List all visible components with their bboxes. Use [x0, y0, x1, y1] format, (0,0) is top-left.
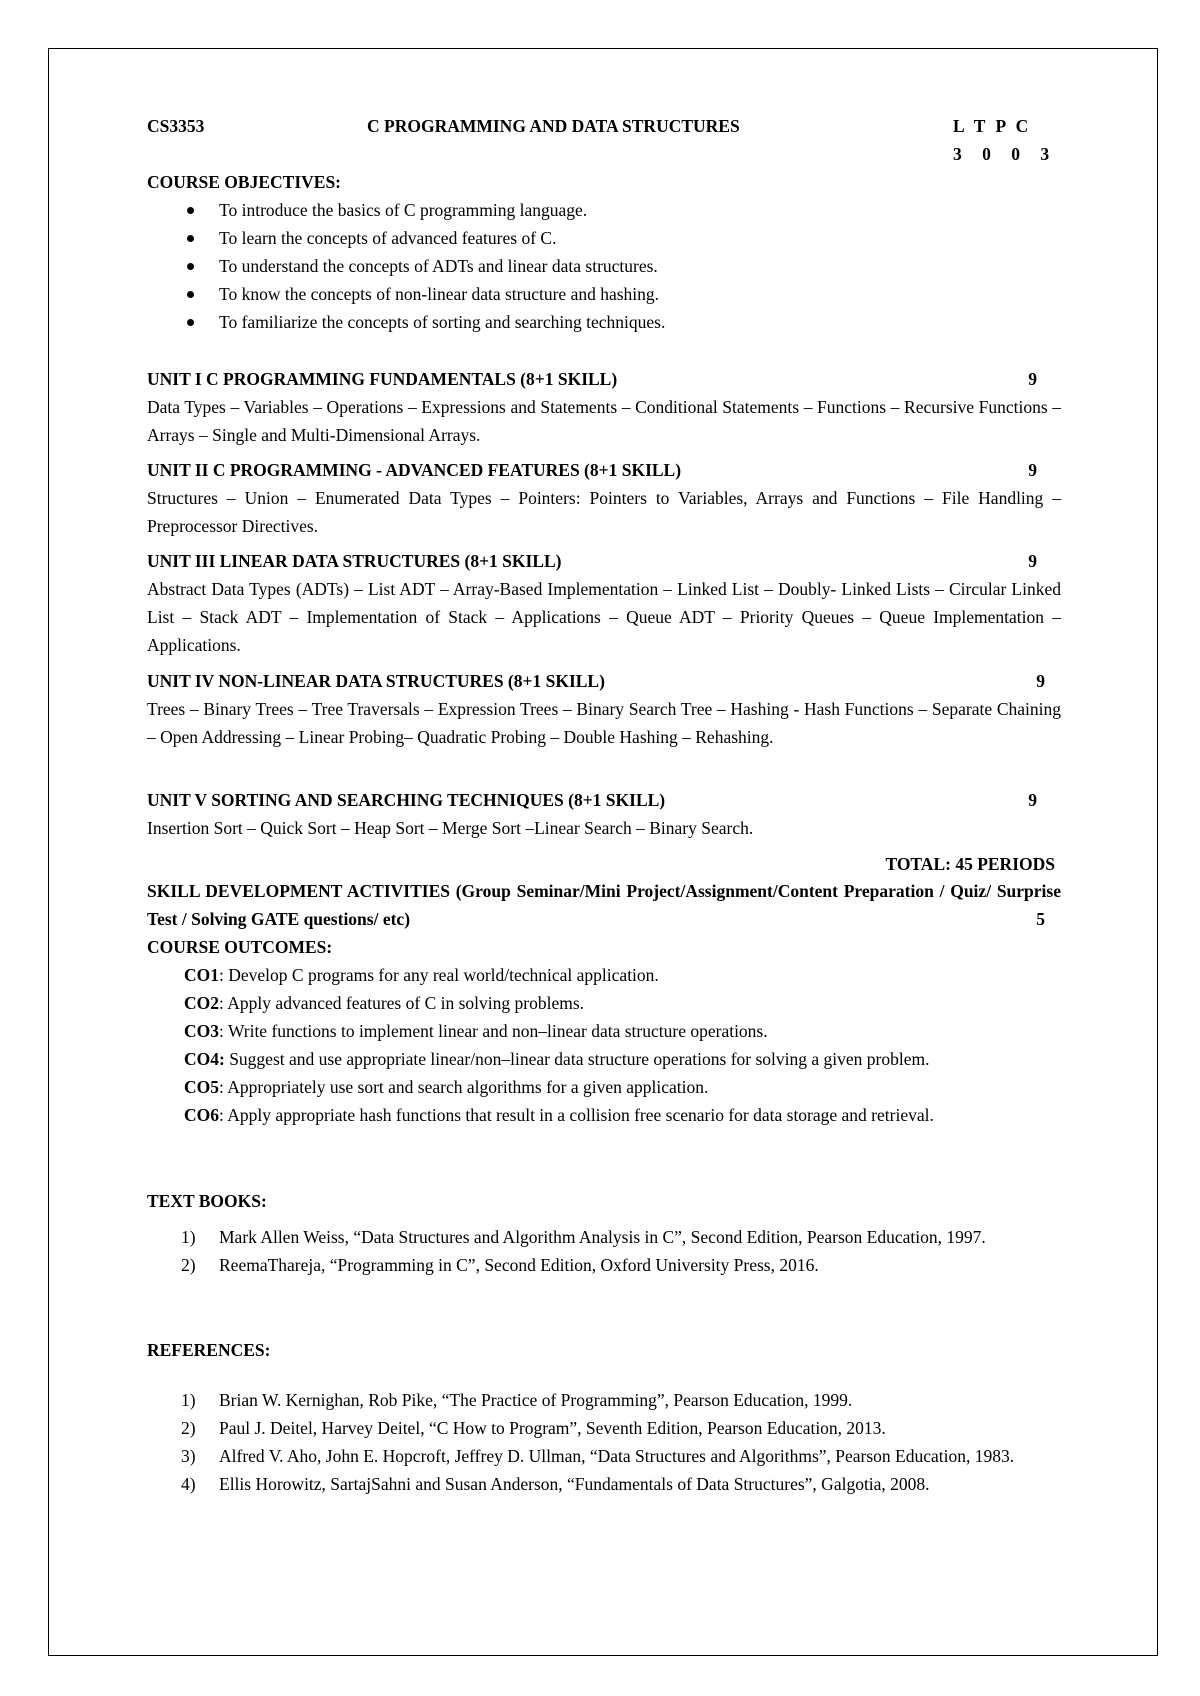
- outcome-text: Develop C programs for any real world/technical application.: [228, 965, 659, 985]
- outcome-label: CO6: [184, 1105, 219, 1125]
- unit-title: UNIT III LINEAR DATA STRUCTURES (8+1 SKILL): [147, 551, 562, 571]
- outcome-item: [147, 1101, 1051, 1129]
- list-item: [147, 1251, 1061, 1279]
- reference-text: Brian W. Kernighan, Rob Pike, “The Practice of Programming”, Pearson Education, 1999.: [219, 1390, 853, 1410]
- objective-text: To know the concepts of non-linear data structure and hashing.: [219, 284, 660, 304]
- ltpc-label: L T P C: [953, 116, 1032, 136]
- objective-text: To understand the concepts of ADTs and linear data structures.: [219, 256, 658, 276]
- objectives-list: [147, 196, 1061, 336]
- objective-text: To introduce the basics of C programming language.: [219, 200, 588, 220]
- textbooks-heading: TEXT BOOKS:: [147, 1191, 267, 1211]
- list-item: [147, 308, 1061, 336]
- outcome-text: Appropriately use sort and search algorithms for a given application.: [227, 1077, 709, 1097]
- objective-text: To familiarize the concepts of sorting and searching techniques.: [219, 312, 666, 332]
- outcomes-list: [147, 961, 1061, 1129]
- unit-description: Abstract Data Types (ADTs) – List ADT – Array-Based Implementation – Linked List – Doubly- Linked Lists – Circular Linked List – Stack ADT – Implementation of Stack – Applications – Queue ADT – Priority Queues – Queue Implementation – Applications.: [147, 579, 1061, 655]
- list-item: [147, 1386, 1061, 1414]
- list-item: [147, 1414, 1061, 1442]
- list-number: 1): [181, 1227, 196, 1247]
- ltpc-values: 3 0 0 3: [953, 144, 1058, 164]
- unit-heading: [147, 786, 1061, 814]
- skill-text-wrap: [147, 877, 1061, 933]
- list-number: 2): [181, 1418, 196, 1438]
- outcome-separator: :: [219, 965, 224, 985]
- list-number: 4): [181, 1474, 196, 1494]
- outcome-item: [147, 1017, 1051, 1045]
- list-number: 2): [181, 1255, 196, 1275]
- outcome-separator: :: [219, 993, 224, 1013]
- skill-hours: 5: [1036, 909, 1045, 929]
- textbooks-list: [147, 1223, 1061, 1279]
- outcome-label: CO3: [184, 1021, 219, 1041]
- unit-hours: 9: [1028, 460, 1037, 480]
- unit-description: Trees – Binary Trees – Tree Traversals – Expression Trees – Binary Search Tree – Hashing - Hash Functions – Separate Chaining – Open Addressing – Linear Probing– Quadratic Probing – Double Hashing – Rehashing.: [147, 699, 1061, 747]
- references: [147, 1336, 1061, 1498]
- bullet-icon: [187, 319, 194, 326]
- objectives-heading: COURSE OBJECTIVES:: [147, 172, 342, 192]
- unit-hours: 9: [1036, 671, 1045, 691]
- list-item: [147, 1442, 1061, 1470]
- unit-heading: [147, 456, 1061, 484]
- book-text: ReemaThareja, “Programming in C”, Second Edition, Oxford University Press, 2016.: [219, 1255, 819, 1275]
- unit-description: Data Types – Variables – Operations – Expressions and Statements – Conditional Statements – Functions – Recursive Functions – Arrays – Single and Multi-Dimensional Arrays.: [147, 397, 1061, 445]
- outcome-label: CO5: [184, 1077, 219, 1097]
- outcome-label: CO2: [184, 993, 219, 1013]
- reference-text: Paul J. Deitel, Harvey Deitel, “C How to Program”, Seventh Edition, Pearson Education, 2013.: [219, 1418, 886, 1438]
- course-code: CS3353: [147, 116, 205, 136]
- list-item: [147, 1223, 1061, 1251]
- outcome-text: Apply appropriate hash functions that result in a collision free scenario for data storage and retrieval.: [227, 1105, 934, 1125]
- outcome-separator: :: [219, 1021, 224, 1041]
- unit-description: Insertion Sort – Quick Sort – Heap Sort – Merge Sort –Linear Search – Binary Search.: [147, 818, 754, 838]
- outcome-label: CO4:: [184, 1049, 225, 1069]
- course-outcomes: [147, 933, 1061, 1129]
- unit-hours: 9: [1028, 369, 1037, 389]
- bullet-icon: [187, 207, 194, 214]
- book-text: Mark Allen Weiss, “Data Structures and Algorithm Analysis in C”, Second Edition, Pearson Education, 1997.: [219, 1227, 986, 1247]
- outcome-label: CO1: [184, 965, 219, 985]
- outcome-separator: :: [219, 1077, 224, 1097]
- list-item: [147, 196, 1061, 224]
- outcome-item: [147, 1045, 1051, 1073]
- unit-1: [147, 365, 1061, 449]
- unit-heading: [147, 365, 1061, 393]
- unit-title: UNIT I C PROGRAMMING FUNDAMENTALS (8+1 SKILL): [147, 369, 618, 389]
- course-header: [147, 112, 1061, 168]
- unit-title: UNIT V SORTING AND SEARCHING TECHNIQUES (8+1 SKILL): [147, 790, 666, 810]
- outcome-separator: :: [219, 1105, 224, 1125]
- course-title: C PROGRAMMING AND DATA STRUCTURES: [367, 116, 740, 136]
- outcome-text: Suggest and use appropriate linear/non–linear data structure operations for solving a given problem.: [229, 1049, 930, 1069]
- outcomes-heading: COURSE OUTCOMES:: [147, 937, 333, 957]
- list-item: [147, 1470, 1061, 1498]
- unit-4: [147, 667, 1061, 751]
- unit-title: UNIT IV NON-LINEAR DATA STRUCTURES (8+1 SKILL): [147, 671, 605, 691]
- outcome-text: Write functions to implement linear and non–linear data structure operations.: [227, 1021, 768, 1041]
- bullet-icon: [187, 235, 194, 242]
- reference-text: Ellis Horowitz, SartajSahni and Susan Anderson, “Fundamentals of Data Structures”, Galgotia, 2008.: [219, 1474, 930, 1494]
- list-number: 3): [181, 1446, 196, 1466]
- list-item: [147, 252, 1061, 280]
- bullet-icon: [187, 263, 194, 270]
- list-item: [147, 280, 1061, 308]
- skill-text: SKILL DEVELOPMENT ACTIVITIES (Group Seminar/Mini Project/Assignment/Content Preparation / Quiz/ Surprise Test / Solving GATE questions/ etc): [147, 881, 1061, 929]
- references-list: [147, 1386, 1061, 1498]
- course-objectives: [147, 168, 1061, 336]
- list-number: 1): [181, 1390, 196, 1410]
- objective-text: To learn the concepts of advanced features of C.: [219, 228, 557, 248]
- list-item: [147, 224, 1061, 252]
- total-periods: TOTAL: 45 PERIODS: [885, 854, 1055, 874]
- unit-title: UNIT II C PROGRAMMING - ADVANCED FEATURES (8+1 SKILL): [147, 460, 682, 480]
- outcome-item: [147, 989, 1051, 1017]
- unit-heading: [147, 547, 1061, 575]
- unit-hours: 9: [1028, 790, 1037, 810]
- unit-2: [147, 456, 1061, 540]
- bullet-icon: [187, 291, 194, 298]
- outcome-item: [147, 1073, 1051, 1101]
- text-books: [147, 1187, 1061, 1279]
- unit-heading: [147, 667, 1061, 695]
- unit-hours: 9: [1028, 551, 1037, 571]
- reference-text: Alfred V. Aho, John E. Hopcroft, Jeffrey D. Ullman, “Data Structures and Algorithms”, Pearson Education, 1983.: [219, 1446, 1015, 1466]
- unit-description: Structures – Union – Enumerated Data Types – Pointers: Pointers to Variables, Arrays and Functions – File Handling – Preprocessor Directives.: [147, 488, 1061, 536]
- outcome-item: [147, 961, 1051, 989]
- unit-3: [147, 547, 1061, 659]
- unit-5: [147, 786, 1061, 842]
- skill-development: [147, 877, 1061, 933]
- references-heading: REFERENCES:: [147, 1340, 271, 1360]
- outcome-text: Apply advanced features of C in solving problems.: [227, 993, 585, 1013]
